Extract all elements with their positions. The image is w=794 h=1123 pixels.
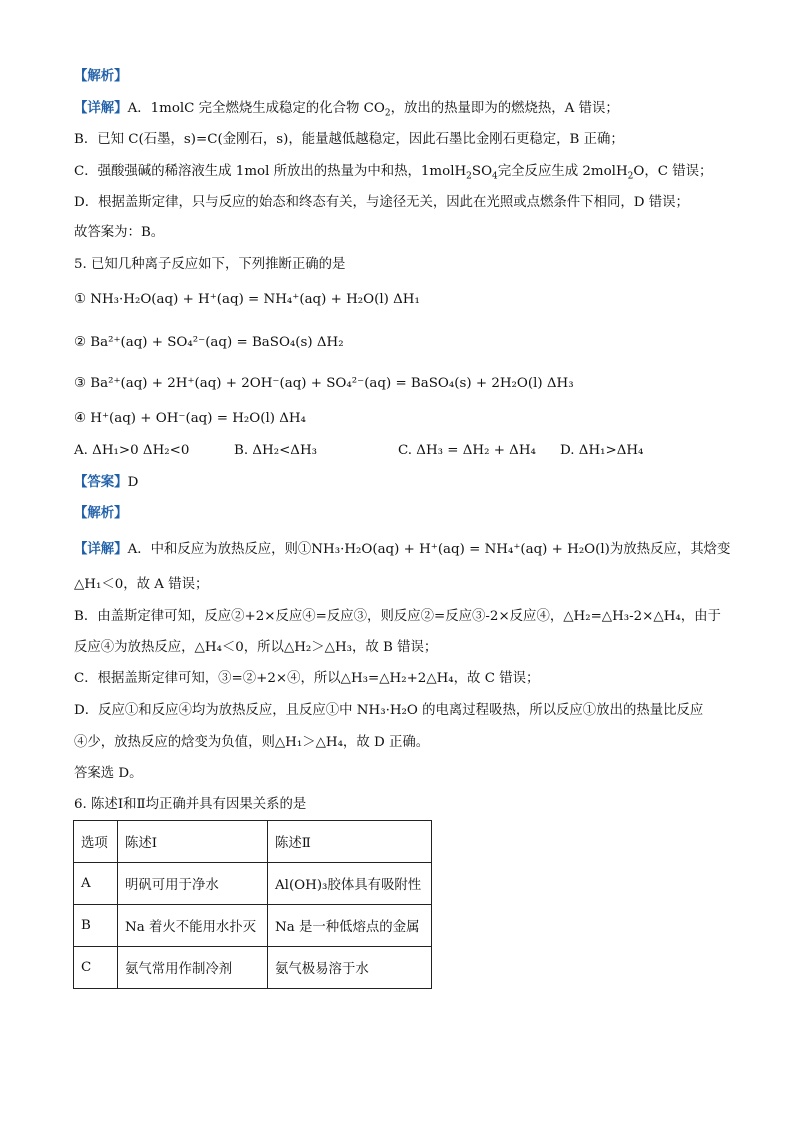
explanation2-line-5: C．根据盖斯定律可知，③=②+2×④，所以△H₃=△H₂+2△H₄，故 C 错误； (74, 671, 540, 686)
table-header-row (74, 821, 432, 863)
explanation2-line-3: B．由盖斯定律可知，反应②+2×反应④=反应③，则反应②=反应③-2×反应④，△H₂=△H₃-2×△H₄，由于 (74, 609, 721, 624)
table-cell: 明矾可用于净水 (118, 863, 268, 905)
table-header-cell: 选项 (74, 821, 118, 863)
table-row (74, 905, 432, 947)
equation-4: ④ H⁺(aq) + OH⁻(aq) = H₂O(l) ΔH₄ (74, 411, 306, 426)
section-tag-jiexi: 【解析】 (74, 68, 128, 84)
table-cell: 氨气常用作制冷剂 (118, 947, 268, 989)
option-b: B. ΔH₂<ΔH₃ (234, 443, 318, 458)
option-c: C. ΔH₃ = ΔH₂ + ΔH₄ (398, 443, 536, 458)
section-tag-xiangjie: 【详解】 (74, 100, 128, 116)
table-row (74, 947, 432, 989)
equation-3: ③ Ba²⁺(aq) + 2H⁺(aq) + 2OH⁻(aq) + SO₄²⁻(aq) = BaSO₄(s) + 2H₂O(l) ΔH₃ (74, 376, 574, 391)
explanation2-line-7: ④少，放热反应的焓变为负值，则△H₁＞△H₄，故 D 正确。 (74, 735, 430, 750)
explanation-line-c: C．强酸强碱的稀溶液生成 1mol 所放出的热量为中和热，$1molH_2SO_4$完全反应生成 2molH$_2$O，C 错误； (74, 164, 713, 182)
answer-value: D (127, 475, 139, 490)
option-a: A. ΔH₁>0 ΔH₂<0 (74, 443, 190, 458)
table-row (74, 863, 432, 905)
explanation-line-b: B．已知 C(石墨，s)=C(金刚石，s)，能量越低越稳定，因此石墨比金刚石更稳定，B 正确； (74, 132, 624, 147)
table-header-cell: 陈述Ⅱ (268, 821, 432, 863)
explanation2-line-6: D．反应①和反应④均为放热反应，且反应①中 NH₃·H₂O 的电离过程吸热，所以反应①放出的热量比反应 (74, 703, 704, 718)
equation-1: ① NH₃·H₂O(aq) + H⁺(aq) = NH₄⁺(aq) + H₂O(l) ΔH₁ (74, 292, 420, 307)
table-cell: Na 是一种低熔点的金属 (268, 905, 432, 947)
table-cell: A (74, 863, 118, 905)
answer-line (74, 472, 720, 493)
equation-2: ② Ba²⁺(aq) + SO₄²⁻(aq) = BaSO₄(s) ΔH₂ (74, 335, 344, 350)
explanation2-line-2: △H₁＜0，故 A 错误； (74, 577, 209, 592)
answer-conclusion: 故答案为：B。 (74, 225, 165, 240)
question-5-title: 5. 已知几种离子反应如下，下列推断正确的是 (74, 257, 346, 272)
table-cell: B (74, 905, 118, 947)
table-cell: 氨气极易溶于水 (268, 947, 432, 989)
question-6-title: 6. 陈述Ⅰ和Ⅱ均正确并具有因果关系的是 (74, 797, 307, 812)
explanation-line-a: 【详解】A．1molC 完全燃烧生成稳定的化合物 $CO_2$，放出的热量即为的燃烧热，A 错误； (74, 100, 619, 119)
section-tag-daan: 【答案】 (74, 474, 128, 490)
table-cell: Al(OH)₃胶体具有吸附性 (268, 863, 432, 905)
explanation2-line-4: 反应④为放热反应，△H₄＜0，所以△H₂＞△H₃，故 B 错误； (74, 640, 438, 655)
explanation-line-d: D．根据盖斯定律，只与反应的始态和终态有关，与途径无关，因此在光照或点燃条件下相同，D 错误； (74, 195, 689, 210)
option-d: D. ΔH₁>ΔH₄ (560, 443, 644, 458)
question-6-table (73, 820, 432, 989)
section-tag-jiexi-2: 【解析】 (74, 505, 128, 521)
answer-conclusion-2: 答案选 D。 (74, 766, 143, 781)
table-cell: Na 着火不能用水扑灭 (118, 905, 268, 947)
section-tag-xiangjie-2: 【详解】 (74, 541, 128, 557)
explanation2-line-1: 【详解】A．中和反应为放热反应，则①NH₃·H₂O(aq) + H⁺(aq) = NH₄⁺(aq) + H₂O(l)为放热反应，其焓变 (74, 541, 731, 557)
table-cell: C (74, 947, 118, 989)
table-header-cell: 陈述Ⅰ (118, 821, 268, 863)
